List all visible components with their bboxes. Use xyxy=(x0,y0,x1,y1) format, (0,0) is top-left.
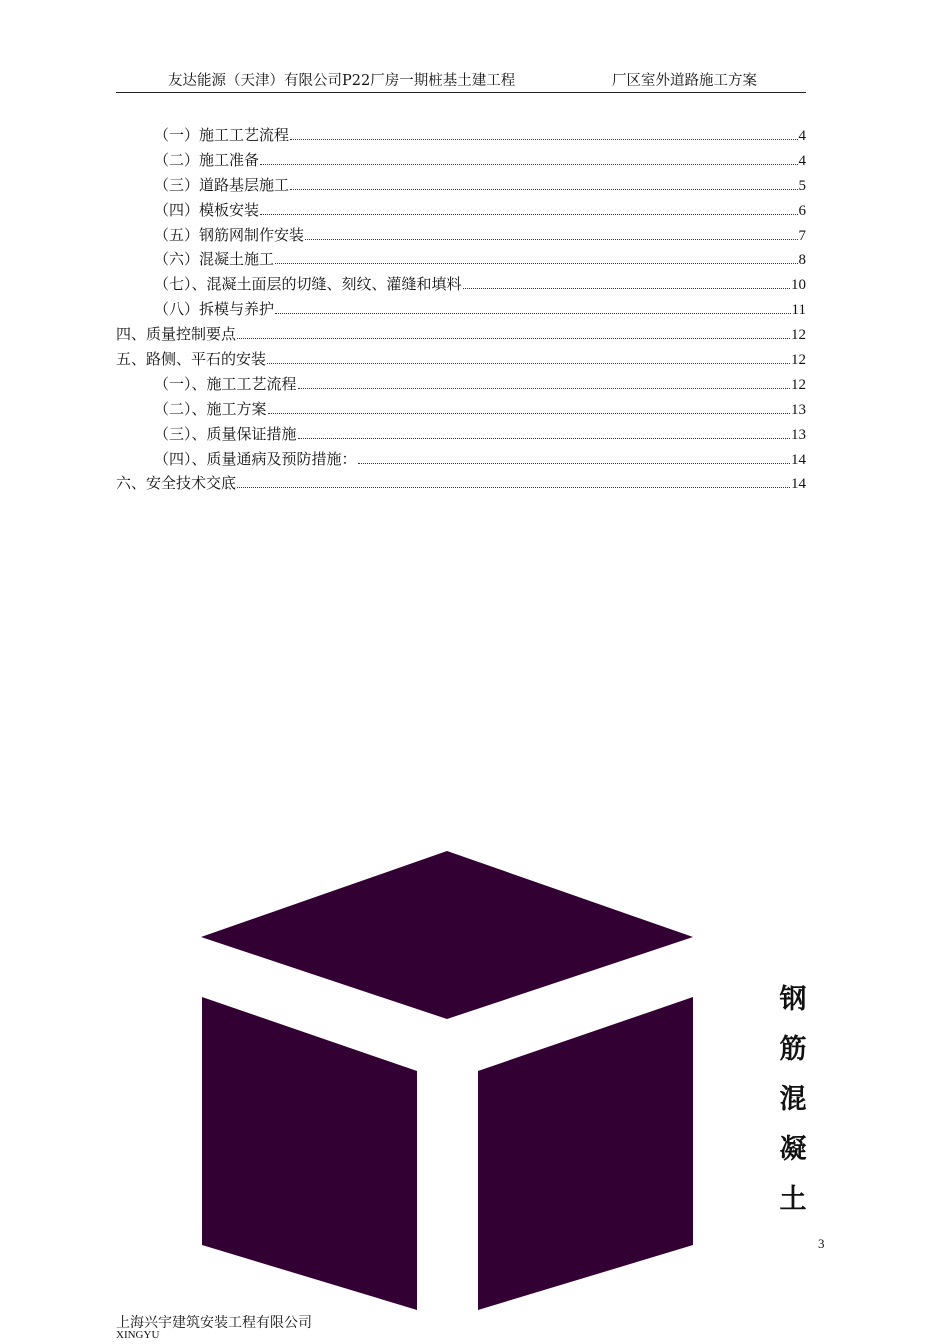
toc-entry[interactable] xyxy=(116,448,806,473)
toc-entry-page: 4 xyxy=(798,152,806,169)
toc-entry-page: 8 xyxy=(798,252,806,269)
toc-entry-page: 14 xyxy=(791,476,806,493)
toc-leader-dots xyxy=(260,213,797,215)
toc-entry-page: 12 xyxy=(791,352,806,369)
toc-entry[interactable] xyxy=(116,472,806,497)
vertical-caption-char: 凝 xyxy=(779,1134,807,1165)
toc-entry-page: 13 xyxy=(791,426,806,443)
toc-entry[interactable] xyxy=(116,149,806,174)
toc-entry-title: （二）、施工方案 xyxy=(154,399,267,418)
toc-leader-dots xyxy=(275,312,791,314)
vertical-caption xyxy=(775,975,811,1225)
toc-entry-title: （三）道路基层施工 xyxy=(154,175,290,194)
toc-entry-title: （三）、质量保证措施 xyxy=(154,424,297,443)
toc-entry[interactable] xyxy=(116,398,806,423)
toc-entry-page: 7 xyxy=(798,227,806,244)
toc-leader-dots xyxy=(237,337,790,339)
toc-entry-title: （四）模板安装 xyxy=(154,200,260,219)
toc-entry-title: （四）、质量通病及预防措施： xyxy=(154,449,357,468)
toc-entry-page: 14 xyxy=(791,451,806,468)
toc-entry[interactable] xyxy=(116,273,806,298)
toc-leader-dots xyxy=(260,163,797,165)
toc-entry-title: （一）、施工工艺流程 xyxy=(154,374,297,393)
toc-entry-title: （五）钢筋网制作安装 xyxy=(154,225,305,244)
toc-leader-dots xyxy=(298,437,790,439)
toc-leader-dots xyxy=(237,486,790,488)
toc-entry[interactable] xyxy=(116,124,806,149)
toc-leader-dots xyxy=(275,262,797,264)
toc-entry-page: 12 xyxy=(791,327,806,344)
toc-entry-page: 13 xyxy=(791,401,806,418)
toc-entry-title: （八）拆模与养护 xyxy=(154,300,275,319)
toc-entry-page: 6 xyxy=(798,202,806,219)
toc-entry-title: （二）施工准备 xyxy=(154,150,260,169)
header-document-title: 厂区室外道路施工方案 xyxy=(612,73,757,89)
toc-entry[interactable] xyxy=(116,348,806,373)
toc-entry[interactable] xyxy=(116,298,806,323)
cube-top-face xyxy=(201,851,693,1019)
cube-right-face xyxy=(478,997,693,1310)
toc-entry-title: 五、路侧、平石的安装 xyxy=(116,350,267,369)
toc-entry[interactable] xyxy=(116,373,806,398)
toc-entry-title: （七）、混凝土面层的切缝、刻纹、灌缝和填料 xyxy=(154,275,462,294)
toc-entry-page: 11 xyxy=(791,302,806,319)
page-number: 3 xyxy=(818,1236,825,1251)
toc-leader-dots xyxy=(358,462,790,464)
toc-leader-dots xyxy=(267,362,790,364)
toc-leader-dots xyxy=(298,387,790,389)
cube-logo-icon xyxy=(195,845,700,1315)
toc-leader-dots xyxy=(290,138,797,140)
toc-entry[interactable] xyxy=(116,423,806,448)
vertical-caption-char: 钢 xyxy=(779,984,807,1015)
toc-entry[interactable] xyxy=(116,323,806,348)
toc-entry-page: 5 xyxy=(798,177,806,194)
toc-entry-title: 四、质量控制要点 xyxy=(116,325,237,344)
toc-entry-title: （一）施工工艺流程 xyxy=(154,126,290,144)
vertical-caption-char: 混 xyxy=(779,1084,807,1115)
toc-leader-dots xyxy=(290,188,797,190)
vertical-caption-char: 土 xyxy=(779,1184,807,1215)
header-project-title: 友达能源（天津）有限公司P22厂房一期桩基土建工程 xyxy=(168,73,516,89)
vertical-caption-char: 筋 xyxy=(779,1034,807,1065)
toc-entry-page: 10 xyxy=(791,277,806,294)
toc-entry-page: 12 xyxy=(791,376,806,393)
toc-leader-dots xyxy=(305,238,797,240)
toc-leader-dots xyxy=(268,412,790,414)
toc-entry-title: （六）混凝土施工 xyxy=(154,250,275,269)
page-header xyxy=(116,66,806,93)
toc-entry[interactable] xyxy=(116,224,806,249)
toc-entry-page: 4 xyxy=(798,128,806,144)
toc-entry[interactable] xyxy=(116,199,806,224)
toc-entry[interactable] xyxy=(116,248,806,273)
cube-left-face xyxy=(202,997,417,1310)
toc-entry-title: 六、安全技术交底 xyxy=(116,474,237,493)
footer-company: 上海兴宇建筑安装工程有限公司 xyxy=(116,1315,312,1331)
footer-company-en: XINGYU xyxy=(116,1329,160,1341)
table-of-contents xyxy=(116,124,806,497)
toc-leader-dots xyxy=(463,287,790,289)
toc-entry[interactable] xyxy=(116,174,806,199)
